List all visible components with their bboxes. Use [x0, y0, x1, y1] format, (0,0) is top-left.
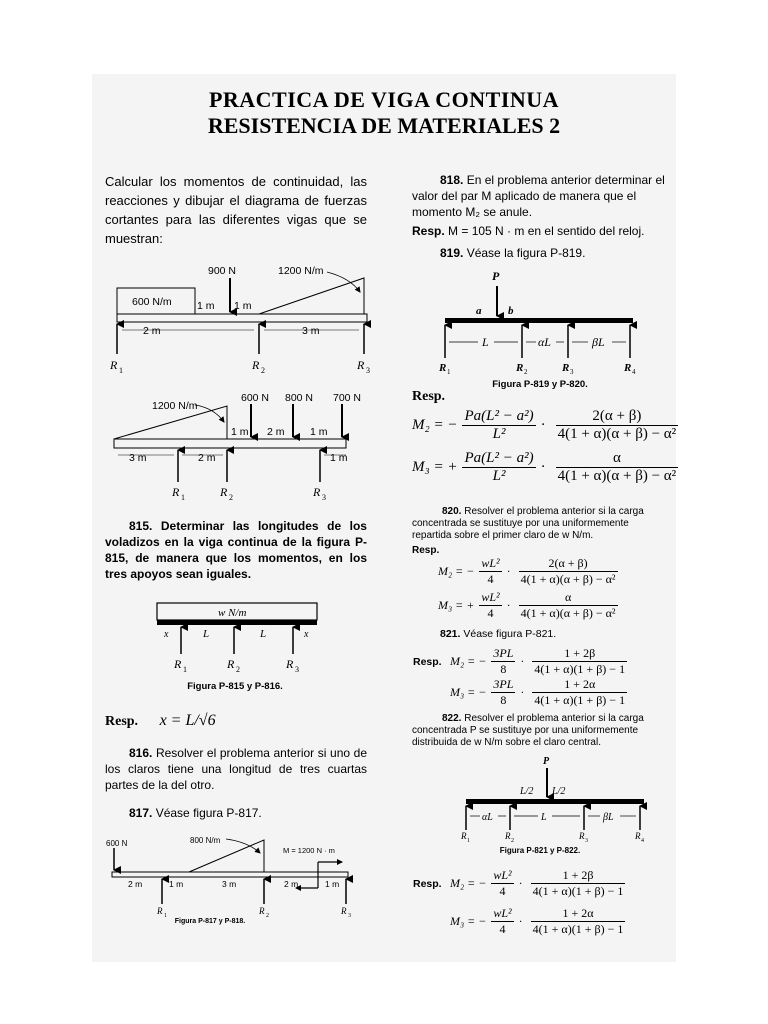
- svg-text:4: 4: [641, 838, 644, 844]
- svg-text:600 N: 600 N: [106, 839, 128, 848]
- beam-817: [112, 872, 348, 877]
- problem-822-number: 822.: [442, 713, 462, 724]
- resp-819-m2: M₂ = − $\frac{\text{Pa(L² − a²)}}{\text{L²}}$ · $\frac{2(\alpha + \beta)}{\text{4(1 + α)(α + β) − α²}}$: [412, 408, 677, 442]
- svg-text:1 m: 1 m: [234, 300, 252, 312]
- svg-text:R: R: [624, 362, 632, 374]
- svg-text:2: 2: [524, 368, 528, 376]
- resp-821-m3: M₃ = − $\frac{3PL}{8}$ · $\frac{1 + 2\alpha}{4(1 + \alpha)(1 + \beta) - 1}$: [450, 677, 626, 707]
- svg-text:M = 1200 N · m: M = 1200 N · m: [283, 846, 335, 855]
- svg-text:b: b: [508, 305, 514, 317]
- svg-text:L: L: [260, 628, 267, 640]
- title-line-1: PRACTICA DE VIGA CONTINUA: [208, 87, 560, 112]
- svg-text:R: R: [579, 831, 585, 841]
- svg-text:1 m: 1 m: [197, 300, 215, 312]
- svg-text:x: x: [164, 629, 169, 640]
- svg-text:R: R: [220, 485, 228, 499]
- resp-820-label: Resp.: [412, 545, 440, 556]
- svg-text:P: P: [543, 756, 550, 767]
- problem-817-number: 817.: [129, 806, 153, 820]
- beam-821: [466, 799, 644, 804]
- svg-text:1 m: 1 m: [169, 879, 184, 889]
- problem-816-text: Resolver el problema anterior si uno de los claros tiene una longitud de tres cuartas partes de la del otro.: [105, 746, 367, 792]
- svg-text:R: R: [562, 362, 570, 374]
- m3-frac-2: $\frac{\alpha}{\text{4(1 + α)(α + β) − α²}}$: [557, 450, 677, 484]
- problem-821-text: Véase figura P-821.: [463, 628, 557, 640]
- svg-text:αL: αL: [538, 335, 551, 349]
- svg-text:2 m: 2 m: [267, 426, 285, 438]
- svg-text:R: R: [439, 362, 447, 374]
- svg-text:a: a: [476, 305, 482, 317]
- svg-text:R: R: [461, 831, 467, 841]
- label-600nm: 600 N/m: [132, 296, 172, 308]
- resp-821-m2: M₂ = − $\frac{3PL}{8}$ · $\frac{1 + 2\beta}{4(1 + \alpha)(1 + \beta) - 1}$: [450, 646, 626, 676]
- resp-818-label: Resp.: [412, 224, 445, 238]
- svg-text:L: L: [541, 812, 547, 823]
- beam-figure-819: [438, 269, 636, 376]
- svg-text:R: R: [252, 358, 260, 372]
- problem-820-number: 820.: [442, 506, 462, 517]
- svg-text:R: R: [286, 657, 294, 671]
- m3-frac-1: $\frac{\text{Pa(L² − a²)}}{\text{L²}}$: [464, 450, 534, 484]
- problem-820-text: Resolver el problema anterior si la carga concentrada se sustituye por una uniformemente repartida sobre el primer claro de w N/m.: [412, 506, 644, 541]
- resp-815-equation: x = L/√6: [159, 712, 216, 729]
- svg-text:3: 3: [585, 838, 588, 844]
- svg-text:βL: βL: [592, 335, 605, 349]
- svg-text:1: 1: [467, 838, 470, 844]
- problem-815-text: Determinar las longitudes de los voladizos en la viga continua de la figura P-815, de manera que los momentos, en los tres apoyos sean iguales.: [105, 519, 367, 581]
- problem-822-text: Resolver el problema anterior si la carga concentrada P se sustituye por una uniformemente distribuida de w N/m sobre el claro central.: [412, 713, 644, 748]
- svg-text:L: L: [482, 335, 489, 349]
- svg-text:L/2: L/2: [552, 786, 566, 797]
- svg-text:R: R: [313, 485, 321, 499]
- svg-text:800 N/m: 800 N/m: [190, 836, 221, 845]
- svg-text:R: R: [357, 358, 365, 372]
- svg-text:R: R: [341, 906, 347, 916]
- intro-paragraph: Calcular los momentos de continuidad, las reacciones y dibujar el diagrama de fuerzas cortantes para las diferentes vigas que se muestran:: [105, 174, 367, 246]
- svg-text:3 m: 3 m: [302, 325, 320, 337]
- svg-text:2: 2: [229, 493, 233, 502]
- caption-817: Figura P-817 y P-818.: [174, 918, 246, 925]
- svg-text:2 m: 2 m: [284, 879, 299, 889]
- resp-819-label: Resp.: [412, 389, 446, 404]
- svg-text:2 m: 2 m: [128, 879, 143, 889]
- svg-text:3: 3: [322, 493, 326, 502]
- resp-819-m3: M₃ = + $\frac{\text{Pa(L² − a²)}}{\text{L²}}$ · $\frac{\alpha}{\text{4(1 + α)(α + β) − α²}}$: [412, 450, 677, 484]
- resp-822-label: Resp.: [413, 878, 442, 890]
- svg-text:R: R: [172, 485, 180, 499]
- problem-815-number: 815.: [129, 519, 153, 533]
- beam-2: [114, 439, 346, 448]
- svg-text:2 m: 2 m: [198, 452, 216, 464]
- caption-821: Figura P-821 y P-822.: [499, 846, 581, 855]
- label-900n: 900 N: [208, 265, 237, 277]
- beam-figure-821: [460, 756, 644, 844]
- svg-text:700 N: 700 N: [333, 392, 362, 404]
- svg-text:3: 3: [295, 665, 299, 674]
- svg-text:1: 1: [447, 368, 451, 376]
- svg-text:1: 1: [119, 366, 123, 375]
- svg-text:R: R: [259, 906, 265, 916]
- problem-818-number: 818.: [440, 173, 464, 187]
- svg-text:1: 1: [183, 665, 187, 674]
- svg-text:1 m: 1 m: [310, 426, 328, 438]
- problem-818-text: En el problema anterior determinar el valor del par M aplicado de manera que el momento M₂ se anule.: [412, 173, 665, 219]
- title-line-2: RESISTENCIA DE MATERIALES 2: [207, 113, 561, 138]
- svg-text:αL: αL: [482, 812, 493, 823]
- svg-text:1: 1: [164, 913, 167, 919]
- problem-817-text: Véase figura P-817.: [155, 806, 262, 820]
- svg-text:1 m: 1 m: [325, 879, 340, 889]
- svg-text:R: R: [174, 657, 182, 671]
- svg-text:2: 2: [236, 665, 240, 674]
- svg-text:3 m: 3 m: [129, 452, 147, 464]
- svg-text:P: P: [492, 269, 500, 283]
- problem-819-number: 819.: [440, 246, 464, 260]
- caption-819: Figura P-819 y P-820.: [492, 379, 588, 390]
- label-1200nm: 1200 N/m: [278, 265, 324, 277]
- m2-frac-2: $\frac{2(\alpha + \beta)}{\text{4(1 + α)(α + β) − α²}}$: [557, 408, 677, 442]
- svg-text:L: L: [203, 628, 210, 640]
- svg-text:600 N: 600 N: [241, 392, 270, 404]
- svg-text:R: R: [110, 358, 118, 372]
- resp-820-m3: M₃ = + $\frac{\text{wL²}}{4}$ · $\frac{\alpha}{\text{4(1 + α)(α + β) − α²}}$: [438, 590, 616, 620]
- svg-text:3: 3: [366, 366, 370, 375]
- m2-lhs: M₂ = −: [412, 417, 458, 433]
- beam-figure-815: [157, 603, 317, 674]
- svg-text:1 m: 1 m: [231, 426, 249, 438]
- svg-text:R: R: [227, 657, 235, 671]
- svg-text:R: R: [505, 831, 511, 841]
- svg-text:1 m: 1 m: [330, 452, 348, 464]
- beam-819: [445, 318, 633, 323]
- svg-text:1: 1: [181, 493, 185, 502]
- svg-text:3 m: 3 m: [222, 879, 237, 889]
- beam-1: [117, 314, 367, 322]
- svg-text:x: x: [304, 629, 309, 640]
- svg-text:2 m: 2 m: [143, 325, 161, 337]
- beam-figure-817: [106, 836, 351, 919]
- beam-figure-1: [109, 265, 370, 375]
- problem-819-text: Véase la figura P-819.: [466, 246, 586, 260]
- svg-text:2: 2: [266, 913, 269, 919]
- svg-text:2: 2: [261, 366, 265, 375]
- resp-820-m2: M₂ = − $\frac{\text{wL²}}{4}$ · $\frac{2(\alpha + \beta)}{\text{4(1 + α)(α + β) − α²}}$: [438, 556, 616, 586]
- resp-818-text: M = 105 N · m en el sentido del reloj.: [448, 224, 645, 238]
- svg-text:R: R: [635, 831, 641, 841]
- problem-821-number: 821.: [440, 628, 461, 640]
- svg-text:800 N: 800 N: [285, 392, 314, 404]
- resp-822-m2: M₂ = − $\frac{\text{wL²}}{4}$ · $\frac{1 + 2\beta}{4(1 + \alpha)(1 + \beta) - 1}$: [450, 868, 624, 898]
- svg-text:w N/m: w N/m: [218, 607, 247, 619]
- svg-text:2: 2: [511, 838, 514, 844]
- svg-text:L/2: L/2: [520, 786, 534, 797]
- resp-821-label: Resp.: [413, 656, 442, 668]
- problem-816-number: 816.: [129, 746, 153, 760]
- beam-figure-2: [114, 392, 361, 502]
- svg-text:βL: βL: [603, 812, 614, 823]
- svg-text:1200 N/m: 1200 N/m: [152, 400, 198, 412]
- resp-822-m3: M₃ = − $\frac{\text{wL²}}{4}$ · $\frac{1 + 2\alpha}{4(1 + \alpha)(1 + \beta) - 1}$: [450, 906, 624, 936]
- svg-text:3: 3: [570, 368, 574, 376]
- m3-lhs: M₃ = +: [412, 459, 458, 475]
- svg-text:3: 3: [348, 913, 351, 919]
- svg-text:R: R: [157, 906, 163, 916]
- svg-text:4: 4: [632, 368, 636, 376]
- caption-815: Figura P-815 y P-816.: [187, 681, 283, 692]
- resp-815-label: Resp.: [105, 714, 139, 729]
- m2-frac-1: $\frac{\text{Pa(L² − a²)}}{\text{L²}}$: [464, 408, 534, 442]
- triangular-load-1200: [259, 278, 364, 314]
- beam-815: [157, 620, 317, 625]
- svg-text:R: R: [516, 362, 524, 374]
